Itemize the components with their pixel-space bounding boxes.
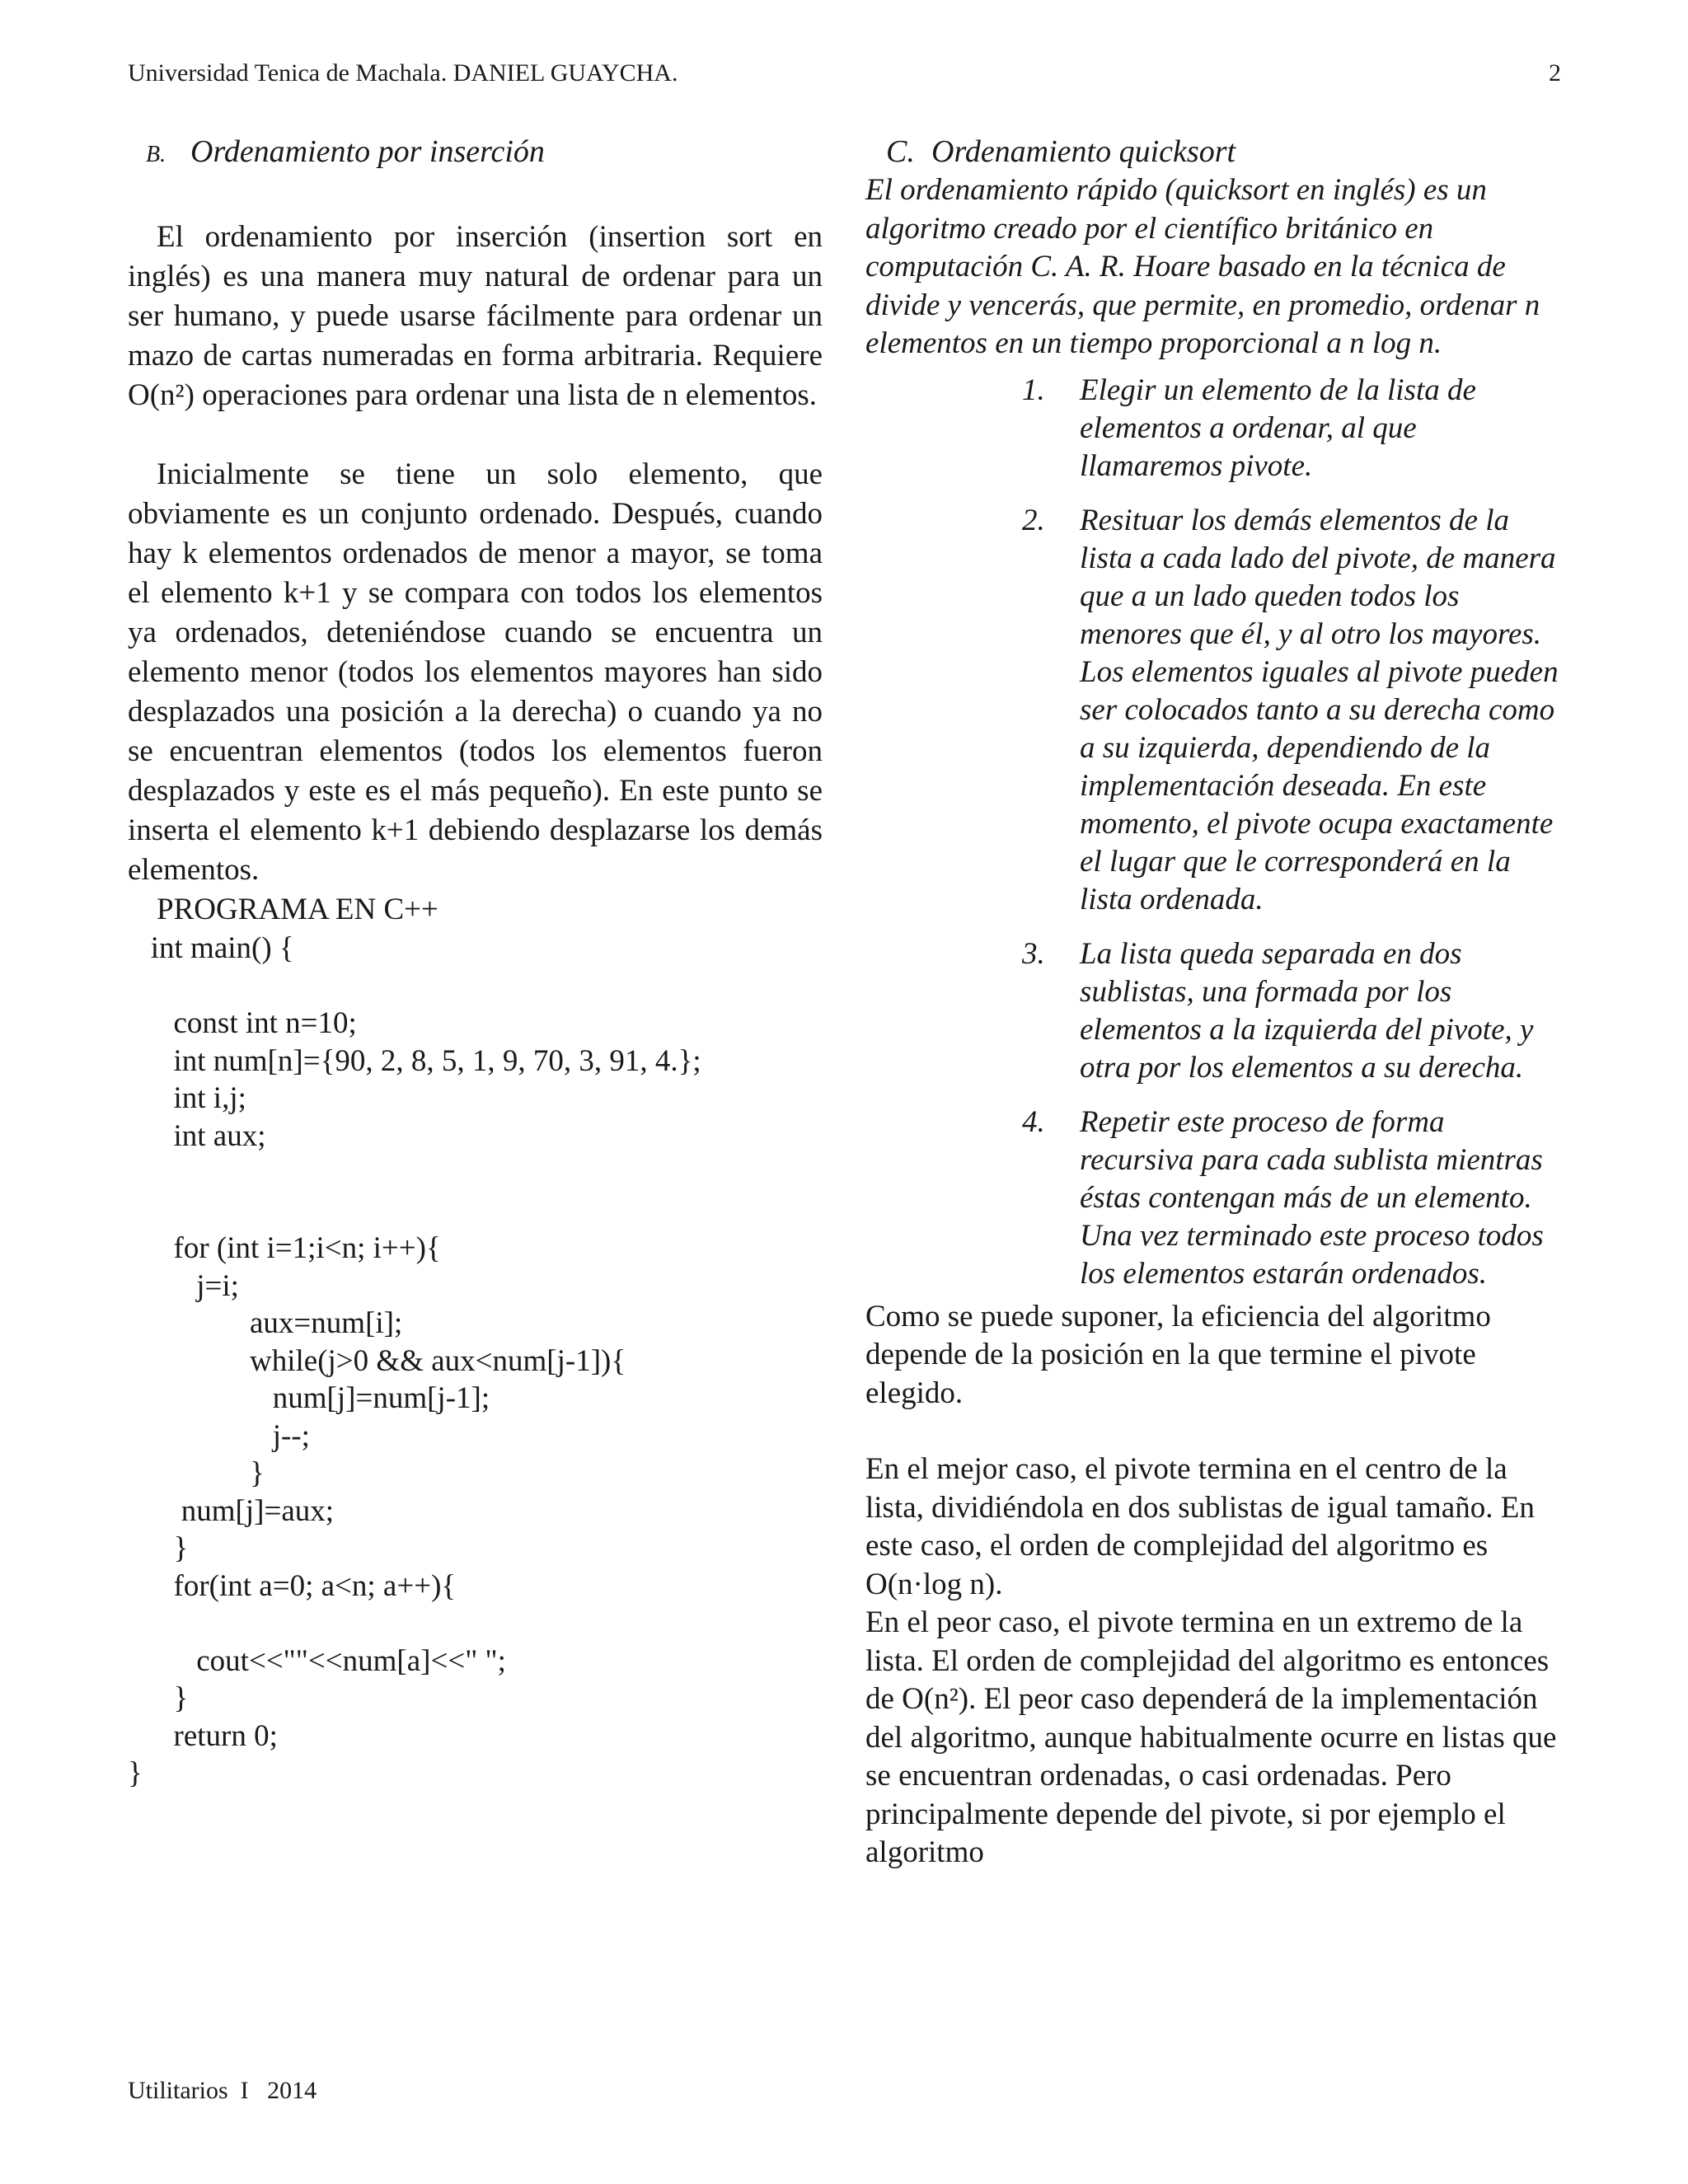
step-text: Resituar los demás elementos de la lista a cada lado del pivote, de manera que a un lado queden todos los menores que él, y al otro los mayores. Los elementos iguales al pivote pueden ser colocados tanto a su derecha como a su izquierda, dependiendo de la implementación deseada. En este momento, el pivote ocupa exactamente el lugar que le corresponderá en la lista ordenada. — [1080, 503, 1559, 916]
step-text: La lista queda separada en dos sublistas, una formada por los elementos a la izquierda del pivote, y otra por los elementos a su derecha. — [1080, 936, 1534, 1085]
left-column — [128, 132, 823, 1793]
step-number: 1. — [1022, 373, 1045, 407]
step-number: 3. — [1022, 936, 1045, 971]
step-text: Elegir un elemento de la lista de elementos a ordenar, al que llamaremos pivote. — [1080, 373, 1476, 483]
step-text: Repetir este proceso de forma recursiva para cada sublista mientras éstas contengan más de un elemento. Una vez terminado este proceso todos los elementos estarán ordenados. — [1080, 1104, 1544, 1291]
cpp-code-block: int main() { const int n=10; int num[n]={90, 2, 8, 5, 1, 9, 70, 3, 91, 4.}; int i,j; int aux; for (int i=1;i<n; i++){ j=i; aux=num[i]; while(j>0 && aux<num[j-1]){ num[j]=num[j-1]; j--; } num[j]=aux; } for(int a=0; a<n; a++){ cout<<""<<num[a]<<" "; } return 0; } — [128, 931, 701, 1790]
section-b-heading — [128, 132, 823, 175]
list-item — [865, 372, 1560, 485]
section-c-heading — [886, 132, 1560, 171]
right-column — [865, 132, 1560, 1872]
section-c-letter: C. — [886, 134, 915, 169]
list-item — [865, 502, 1560, 919]
worst-case-paragraph: En el peor caso, el pivote termina en un extremo de la lista. El orden de complejidad del algoritmo es entonces de O(n²). El peor caso dependerá de la implementación del algoritmo, aunque habitualmente ocurre en listas que se encuentran ordenadas, o casi ordenadas. Pero principalmente depende del pivote, si por ejemplo el algoritmo — [865, 1605, 1557, 1869]
quicksort-steps — [865, 372, 1560, 1293]
page-number: 2 — [1549, 59, 1561, 87]
section-b-title: Ordenamiento por inserción — [190, 134, 545, 169]
section-c-title: Ordenamiento quicksort — [931, 134, 1236, 169]
quicksort-intro: El ordenamiento rápido (quicksort en inglés) es un algoritmo creado por el científico británico en computación C. A. R. Hoare basado en la técnica de divide y vencerás, que permite, en promedio, ordenar n elementos en un tiempo proporcional a n log n. — [865, 173, 1540, 360]
efficiency-paragraph: Como se puede suponer, la eficiencia del algoritmo depende de la posición en la que termine el pivote elegido. — [865, 1299, 1491, 1410]
list-item — [865, 1104, 1560, 1293]
insertion-paragraph-1: El ordenamiento por inserción (insertion sort en inglés) es una manera muy natural de ordenar para un ser humano, y puede usarse fácilmente para ordenar un mazo de cartas numeradas en forma arbitraria. Requiere O(n²) operaciones para ordenar una lista de n elementos. — [128, 220, 823, 412]
best-case-paragraph: En el mejor caso, el pivote termina en el centro de la lista, dividiéndola en dos sublistas de igual tamaño. En este caso, el orden de complejidad del algoritmo es O(n·log n). — [865, 1452, 1535, 1601]
section-b-letter: B. — [146, 142, 166, 167]
insertion-paragraph-2: Inicialmente se tiene un solo elemento, que obviamente es un conjunto ordenado. Después, cuando hay k elementos ordenados de menor a mayor, se toma el elemento k+1 y se compara con todos los elementos ya ordenados, deteniéndose cuando se encuentra un elemento menor (todos los elementos mayores han sido desplazados una posición a la derecha) o cuando ya no se encuentran elementos (todos los elementos fueron desplazados y este es el más pequeño). En este punto se inserta el elemento k+1 debiendo desplazarse los demás elementos. — [128, 457, 823, 887]
program-title: PROGRAMA EN C++ — [157, 893, 438, 926]
step-number: 4. — [1022, 1104, 1045, 1139]
page-footer: Utilitarios I 2014 — [128, 2077, 317, 2104]
running-header: Universidad Tenica de Machala. DANIEL GUAYCHA. — [128, 59, 678, 87]
list-item — [865, 935, 1560, 1087]
step-number: 2. — [1022, 503, 1045, 537]
